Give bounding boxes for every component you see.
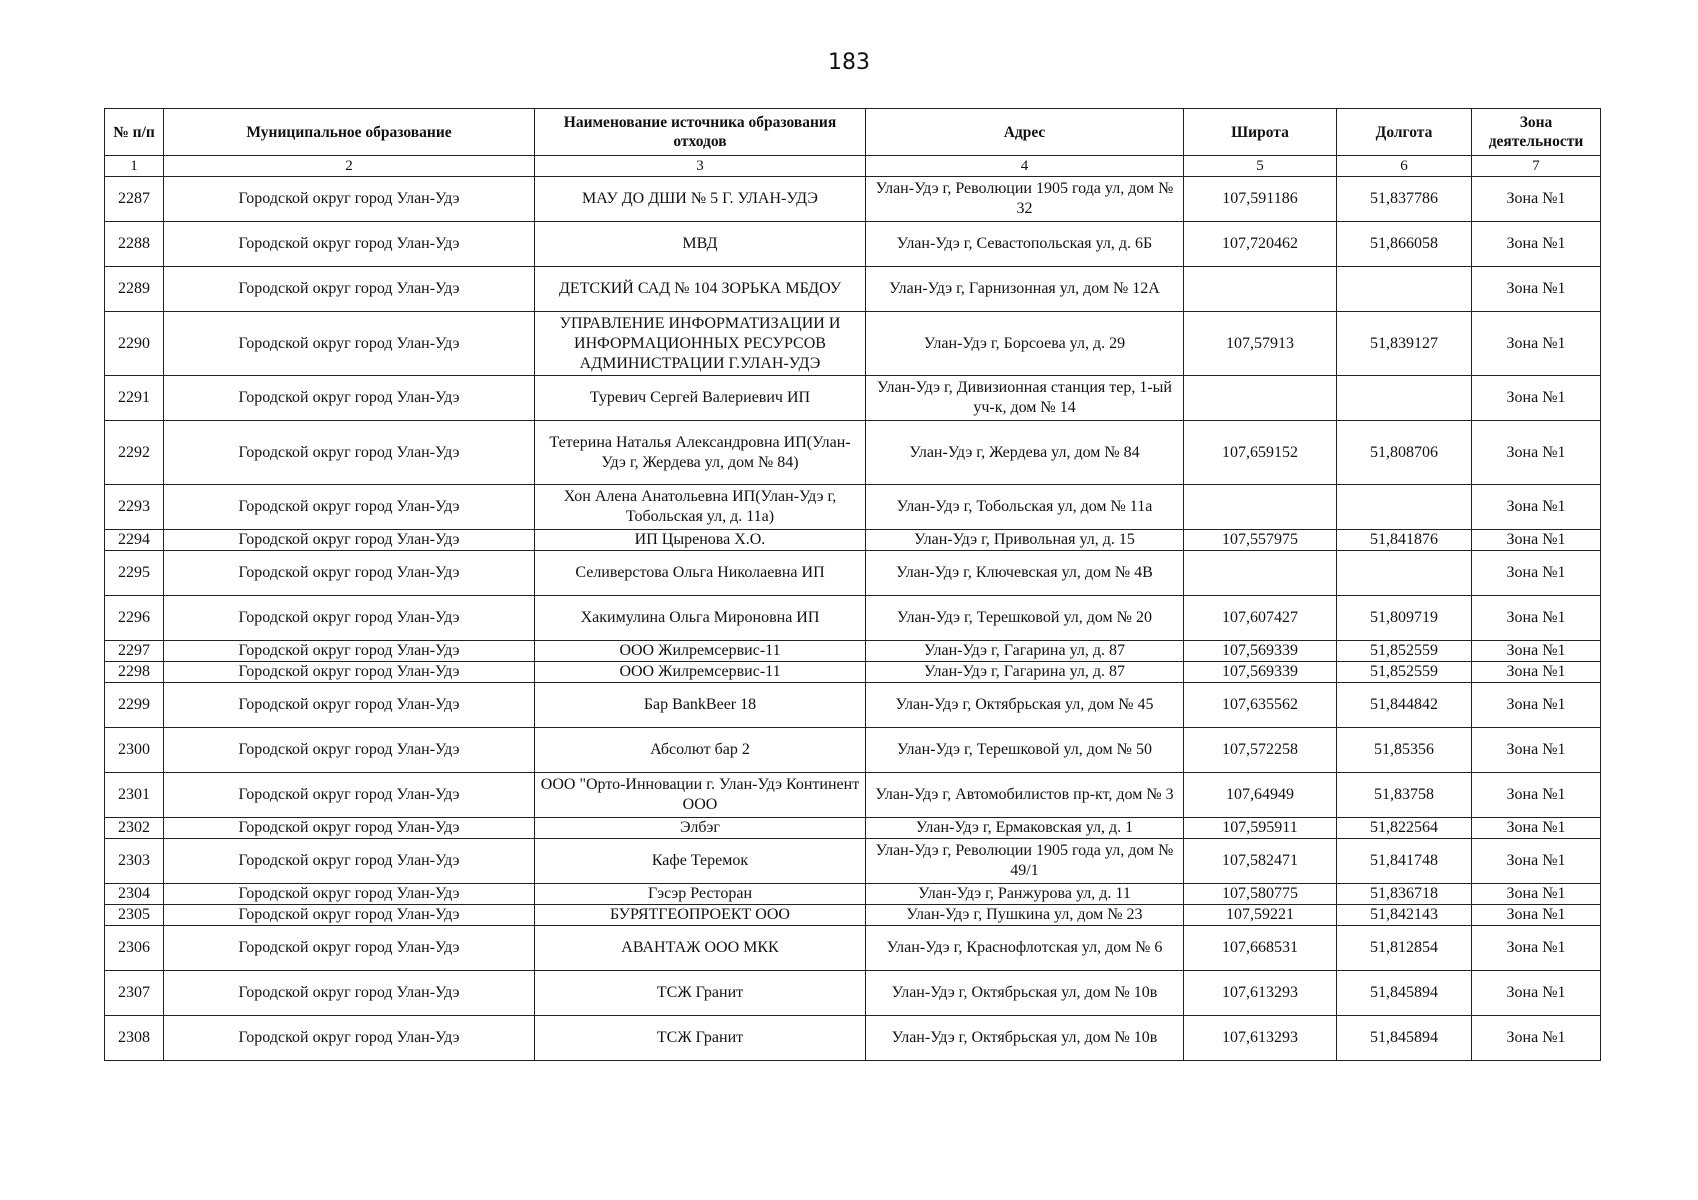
cell-address: Улан-Удэ г, Октябрьская ул, дом № 10в <box>866 971 1184 1016</box>
cell-longitude: 51,812854 <box>1337 926 1472 971</box>
cell-latitude: 107,659152 <box>1184 421 1337 485</box>
cell-row-number: 2288 <box>105 222 164 267</box>
cell-row-number: 2302 <box>105 818 164 839</box>
cell-longitude: 51,845894 <box>1337 971 1472 1016</box>
header-num: № п/п <box>105 109 164 156</box>
cell-row-number: 2296 <box>105 596 164 641</box>
cell-source-name: БУРЯТГЕОПРОЕКТ ООО <box>535 905 866 926</box>
cell-latitude: 107,607427 <box>1184 596 1337 641</box>
header-row <box>105 109 1601 156</box>
cell-latitude <box>1184 551 1337 596</box>
cell-row-number: 2299 <box>105 683 164 728</box>
cell-municipality: Городской округ город Улан-Удэ <box>164 222 535 267</box>
cell-address: Улан-Удэ г, Терешковой ул, дом № 50 <box>866 728 1184 773</box>
cell-municipality: Городской округ город Улан-Удэ <box>164 773 535 818</box>
cell-address: Улан-Удэ г, Революции 1905 года ул, дом № 32 <box>866 177 1184 222</box>
column-number: 2 <box>164 156 535 177</box>
column-number: 1 <box>105 156 164 177</box>
header-latitude: Широта <box>1184 109 1337 156</box>
cell-row-number: 2298 <box>105 662 164 683</box>
column-number: 3 <box>535 156 866 177</box>
cell-latitude: 107,635562 <box>1184 683 1337 728</box>
cell-latitude: 107,59221 <box>1184 905 1337 926</box>
cell-latitude: 107,591186 <box>1184 177 1337 222</box>
cell-row-number: 2289 <box>105 267 164 312</box>
header-address: Адрес <box>866 109 1184 156</box>
cell-row-number: 2305 <box>105 905 164 926</box>
cell-source-name: Абсолют бар 2 <box>535 728 866 773</box>
cell-address: Улан-Удэ г, Гарнизонная ул, дом № 12А <box>866 267 1184 312</box>
cell-address: Улан-Удэ г, Октябрьская ул, дом № 45 <box>866 683 1184 728</box>
cell-source-name: ТСЖ Гранит <box>535 1016 866 1061</box>
cell-row-number: 2308 <box>105 1016 164 1061</box>
table-row <box>105 421 1601 485</box>
cell-row-number: 2307 <box>105 971 164 1016</box>
cell-longitude <box>1337 485 1472 530</box>
header-municipality: Муниципальное образование <box>164 109 535 156</box>
cell-municipality: Городской округ город Улан-Удэ <box>164 905 535 926</box>
cell-latitude: 107,569339 <box>1184 662 1337 683</box>
cell-municipality: Городской округ город Улан-Удэ <box>164 376 535 421</box>
cell-longitude: 51,852559 <box>1337 641 1472 662</box>
cell-zone: Зона №1 <box>1472 884 1601 905</box>
cell-latitude: 107,613293 <box>1184 971 1337 1016</box>
cell-source-name: Элбэг <box>535 818 866 839</box>
cell-source-name: ООО Жилремсервис-11 <box>535 662 866 683</box>
cell-zone: Зона №1 <box>1472 222 1601 267</box>
cell-longitude: 51,822564 <box>1337 818 1472 839</box>
cell-source-name: ООО Жилремсервис-11 <box>535 641 866 662</box>
table-row <box>105 683 1601 728</box>
cell-source-name: ООО "Орто-Инновации г. Улан-Удэ Континент ООО <box>535 773 866 818</box>
cell-longitude: 51,839127 <box>1337 312 1472 376</box>
cell-longitude <box>1337 267 1472 312</box>
cell-row-number: 2301 <box>105 773 164 818</box>
cell-address: Улан-Удэ г, Ранжурова ул, д. 11 <box>866 884 1184 905</box>
cell-zone: Зона №1 <box>1472 926 1601 971</box>
cell-row-number: 2295 <box>105 551 164 596</box>
cell-source-name: АВАНТАЖ ООО МКК <box>535 926 866 971</box>
cell-zone: Зона №1 <box>1472 773 1601 818</box>
cell-zone: Зона №1 <box>1472 818 1601 839</box>
cell-zone: Зона №1 <box>1472 641 1601 662</box>
cell-municipality: Городской округ город Улан-Удэ <box>164 177 535 222</box>
table-row <box>105 971 1601 1016</box>
cell-address: Улан-Удэ г, Тобольская ул, дом № 11а <box>866 485 1184 530</box>
cell-address: Улан-Удэ г, Привольная ул, д. 15 <box>866 530 1184 551</box>
cell-longitude: 51,809719 <box>1337 596 1472 641</box>
cell-row-number: 2304 <box>105 884 164 905</box>
table-row <box>105 773 1601 818</box>
cell-source-name: МВД <box>535 222 866 267</box>
table-row <box>105 728 1601 773</box>
table-row <box>105 485 1601 530</box>
cell-row-number: 2294 <box>105 530 164 551</box>
cell-latitude <box>1184 485 1337 530</box>
cell-source-name: Туревич Сергей Валериевич ИП <box>535 376 866 421</box>
cell-address: Улан-Удэ г, Октябрьская ул, дом № 10в <box>866 1016 1184 1061</box>
cell-row-number: 2293 <box>105 485 164 530</box>
cell-address: Улан-Удэ г, Жердева ул, дом № 84 <box>866 421 1184 485</box>
cell-municipality: Городской округ город Улан-Удэ <box>164 312 535 376</box>
cell-latitude: 107,595911 <box>1184 818 1337 839</box>
column-number: 5 <box>1184 156 1337 177</box>
cell-address: Улан-Удэ г, Ермаковская ул, д. 1 <box>866 818 1184 839</box>
cell-latitude: 107,572258 <box>1184 728 1337 773</box>
cell-address: Улан-Удэ г, Краснофлотская ул, дом № 6 <box>866 926 1184 971</box>
cell-latitude: 107,64949 <box>1184 773 1337 818</box>
cell-source-name: УПРАВЛЕНИЕ ИНФОРМАТИЗАЦИИ И ИНФОРМАЦИОННЫХ РЕСУРСОВ АДМИНИСТРАЦИИ Г.УЛАН-УДЭ <box>535 312 866 376</box>
cell-zone: Зона №1 <box>1472 683 1601 728</box>
cell-address: Улан-Удэ г, Дивизионная станция тер, 1-ый уч-к, дом № 14 <box>866 376 1184 421</box>
table-row <box>105 1016 1601 1061</box>
cell-zone: Зона №1 <box>1472 662 1601 683</box>
table-row <box>105 641 1601 662</box>
cell-address: Улан-Удэ г, Гагарина ул, д. 87 <box>866 641 1184 662</box>
cell-address: Улан-Удэ г, Ключевская ул, дом № 4В <box>866 551 1184 596</box>
cell-latitude: 107,668531 <box>1184 926 1337 971</box>
header-source: Наименование источника образования отходов <box>535 109 866 156</box>
table-row <box>105 551 1601 596</box>
table-row <box>105 177 1601 222</box>
cell-longitude: 51,841748 <box>1337 839 1472 884</box>
cell-municipality: Городской округ город Улан-Удэ <box>164 641 535 662</box>
cell-latitude: 107,57913 <box>1184 312 1337 376</box>
cell-municipality: Городской округ город Улан-Удэ <box>164 926 535 971</box>
cell-zone: Зона №1 <box>1472 530 1601 551</box>
header-longitude: Долгота <box>1337 109 1472 156</box>
cell-longitude: 51,836718 <box>1337 884 1472 905</box>
cell-address: Улан-Удэ г, Гагарина ул, д. 87 <box>866 662 1184 683</box>
cell-row-number: 2287 <box>105 177 164 222</box>
cell-source-name: ИП Цыренова Х.О. <box>535 530 866 551</box>
cell-source-name: Гэсэр Ресторан <box>535 884 866 905</box>
table-row <box>105 596 1601 641</box>
cell-longitude <box>1337 376 1472 421</box>
cell-municipality: Городской округ город Улан-Удэ <box>164 421 535 485</box>
page-number: 183 <box>828 50 870 75</box>
cell-zone: Зона №1 <box>1472 839 1601 884</box>
column-number: 4 <box>866 156 1184 177</box>
cell-longitude: 51,866058 <box>1337 222 1472 267</box>
cell-address: Улан-Удэ г, Автомобилистов пр-кт, дом № 3 <box>866 773 1184 818</box>
cell-zone: Зона №1 <box>1472 267 1601 312</box>
table-row <box>105 905 1601 926</box>
cell-zone: Зона №1 <box>1472 1016 1601 1061</box>
header-zone: Зона деятельности <box>1472 109 1601 156</box>
cell-zone: Зона №1 <box>1472 596 1601 641</box>
cell-row-number: 2297 <box>105 641 164 662</box>
cell-row-number: 2300 <box>105 728 164 773</box>
cell-municipality: Городской округ город Улан-Удэ <box>164 530 535 551</box>
cell-row-number: 2306 <box>105 926 164 971</box>
table-row <box>105 884 1601 905</box>
cell-municipality: Городской округ город Улан-Удэ <box>164 596 535 641</box>
cell-latitude: 107,613293 <box>1184 1016 1337 1061</box>
cell-row-number: 2303 <box>105 839 164 884</box>
cell-zone: Зона №1 <box>1472 376 1601 421</box>
cell-municipality: Городской округ город Улан-Удэ <box>164 662 535 683</box>
column-number: 6 <box>1337 156 1472 177</box>
cell-longitude: 51,842143 <box>1337 905 1472 926</box>
cell-longitude: 51,83758 <box>1337 773 1472 818</box>
cell-address: Улан-Удэ г, Революции 1905 года ул, дом № 49/1 <box>866 839 1184 884</box>
cell-source-name: Тетерина Наталья Александровна ИП(Улан-Удэ г, Жердева ул, дом № 84) <box>535 421 866 485</box>
cell-municipality: Городской округ город Улан-Удэ <box>164 1016 535 1061</box>
cell-latitude: 107,582471 <box>1184 839 1337 884</box>
cell-latitude: 107,569339 <box>1184 641 1337 662</box>
cell-zone: Зона №1 <box>1472 485 1601 530</box>
cell-zone: Зона №1 <box>1472 551 1601 596</box>
cell-municipality: Городской округ город Улан-Удэ <box>164 485 535 530</box>
cell-zone: Зона №1 <box>1472 971 1601 1016</box>
table-row <box>105 376 1601 421</box>
table-row <box>105 839 1601 884</box>
column-number: 7 <box>1472 156 1601 177</box>
cell-municipality: Городской округ город Улан-Удэ <box>164 884 535 905</box>
cell-source-name: МАУ ДО ДШИ № 5 Г. УЛАН-УДЭ <box>535 177 866 222</box>
cell-municipality: Городской округ город Улан-Удэ <box>164 551 535 596</box>
cell-latitude: 107,580775 <box>1184 884 1337 905</box>
cell-zone: Зона №1 <box>1472 728 1601 773</box>
cell-longitude: 51,844842 <box>1337 683 1472 728</box>
cell-address: Улан-Удэ г, Пушкина ул, дом № 23 <box>866 905 1184 926</box>
cell-source-name: Кафе Теремок <box>535 839 866 884</box>
cell-longitude: 51,841876 <box>1337 530 1472 551</box>
cell-municipality: Городской округ город Улан-Удэ <box>164 839 535 884</box>
table-row <box>105 530 1601 551</box>
table-row <box>105 312 1601 376</box>
cell-address: Улан-Удэ г, Борсоева ул, д. 29 <box>866 312 1184 376</box>
cell-municipality: Городской округ город Улан-Удэ <box>164 267 535 312</box>
cell-source-name: ТСЖ Гранит <box>535 971 866 1016</box>
waste-sources-table <box>104 108 1601 1061</box>
cell-row-number: 2291 <box>105 376 164 421</box>
cell-source-name: ДЕТСКИЙ САД № 104 ЗОРЬКА МБДОУ <box>535 267 866 312</box>
cell-municipality: Городской округ город Улан-Удэ <box>164 971 535 1016</box>
cell-latitude: 107,720462 <box>1184 222 1337 267</box>
cell-zone: Зона №1 <box>1472 905 1601 926</box>
table-row <box>105 222 1601 267</box>
cell-source-name: Бар BankBeer 18 <box>535 683 866 728</box>
cell-latitude <box>1184 376 1337 421</box>
cell-source-name: Хон Алена Анатольевна ИП(Улан-Удэ г, Тобольская ул, д. 11а) <box>535 485 866 530</box>
cell-municipality: Городской округ город Улан-Удэ <box>164 728 535 773</box>
column-number-row <box>105 156 1601 177</box>
table-row <box>105 662 1601 683</box>
cell-longitude: 51,837786 <box>1337 177 1472 222</box>
cell-row-number: 2292 <box>105 421 164 485</box>
cell-longitude <box>1337 551 1472 596</box>
cell-row-number: 2290 <box>105 312 164 376</box>
cell-source-name: Селиверстова Ольга Николаевна ИП <box>535 551 866 596</box>
table-row <box>105 818 1601 839</box>
cell-municipality: Городской округ город Улан-Удэ <box>164 683 535 728</box>
cell-latitude <box>1184 267 1337 312</box>
cell-latitude: 107,557975 <box>1184 530 1337 551</box>
cell-longitude: 51,845894 <box>1337 1016 1472 1061</box>
cell-address: Улан-Удэ г, Терешковой ул, дом № 20 <box>866 596 1184 641</box>
cell-zone: Зона №1 <box>1472 312 1601 376</box>
cell-municipality: Городской округ город Улан-Удэ <box>164 818 535 839</box>
cell-zone: Зона №1 <box>1472 421 1601 485</box>
cell-address: Улан-Удэ г, Севастопольская ул, д. 6Б <box>866 222 1184 267</box>
cell-longitude: 51,808706 <box>1337 421 1472 485</box>
table-row <box>105 926 1601 971</box>
table-row <box>105 267 1601 312</box>
cell-longitude: 51,85356 <box>1337 728 1472 773</box>
cell-zone: Зона №1 <box>1472 177 1601 222</box>
cell-source-name: Хакимулина Ольга Мироновна ИП <box>535 596 866 641</box>
cell-longitude: 51,852559 <box>1337 662 1472 683</box>
